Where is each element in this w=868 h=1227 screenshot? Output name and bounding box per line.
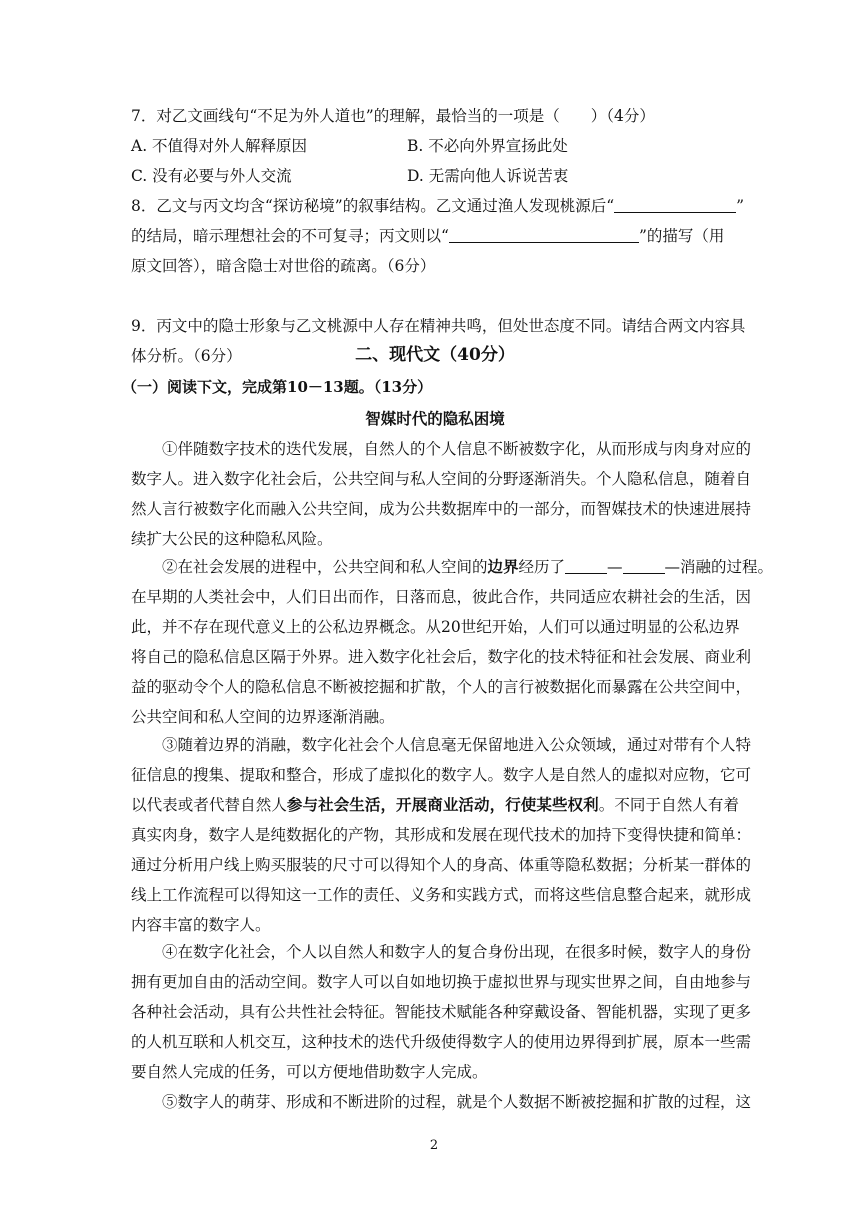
option-b: B. 不必向外界宣扬此处	[407, 137, 568, 155]
answer-blank-2[interactable]	[449, 224, 639, 243]
paragraph-3: ③随着边界的消融，数字化社会个人信息毫无保留地进入公众领域，通过对带有个人特 征信息的搜集、提取和整合，形成了虚拟化的数字人。数字人是自然人的虚拟对应物，它可 以代表或者代替自然人参与社会生活，开展商业活动，行使某些权利。不同于自然人有着 真实肉身，数字人是纯数据化的产物，其形成和发展在现代技术的加持下变得快捷和简单： 通过分析用户线上购买服装的尺寸可以得知个人的身高、体重等隐私数据；分析某一群体的 线上工作流程可以得知这一工作的责任、义务和实践方式，而将这些信息整合起来，就形成 内容丰富的数字人。	[131, 736, 752, 934]
question-7-options-row-1	[131, 131, 739, 161]
paragraph-4: ④在数字化社会，个人以自然人和数字人的复合身份出现，在很多时候，数字人的身份 拥有更加自由的活动空间。数字人可以自如地切换于虚拟世界与现实世界之间，自由地参与 各种社会活动，具有公共性社会特征。智能技术赋能各种穿戴设备、智能机器，实现了更多 的人机互联和人机交互，这种技术的迭代升级使得数字人的使用边界得到扩展，原本一些需 要自然人完成的任务，可以方便地借助数字人完成。	[131, 943, 752, 1081]
paragraph-2: ②在社会发展的进程中，公共空间和私人空间的边界经历了 — —消融的过程。 在早期的人类社会中，人们日出而作，日落而息，彼此合作，共同适应农耕社会的生活，因 此，并不存在现代意义上的公私边界概念。从20世纪开始，人们可以通过明显的公私边界 将自己的隐私信息区隔于外界。进入数字化社会后，数字化的技术特征和社会发展、商业利 益的驱动令个人的隐私信息不断被挖掘和扩散，个人的言行被数据化而暴露在公共空间中， 公共空间和私人空间的边界逐渐消融。	[131, 552, 739, 732]
option-c: C. 没有必要与外人交流	[131, 167, 292, 185]
question-8-line-1: 8．乙文与丙文均含“探访秘境”的叙事结构。乙文通过渔人发现桃源后“ ”	[131, 191, 739, 221]
option-d: D. 无需向他人诉说苦衷	[407, 167, 569, 185]
page-number: 2	[429, 1138, 439, 1153]
question-8-line-3: 原文回答），暗含隐士对世俗的疏离。（6分）	[131, 257, 436, 275]
section-subtitle: （一）阅读下文，完成第10－13题。（13分）	[122, 378, 433, 396]
paragraph-3-line-3: 以代表或者代替自然人参与社会生活，开展商业活动，行使某些权利。不同于自然人有着	[131, 795, 739, 814]
paragraph-5: ⑤数字人的萌芽、形成和不断进阶的过程，就是个人数据不断被挖掘和扩散的过程，这	[162, 1093, 752, 1111]
answer-blank-4[interactable]	[623, 555, 665, 574]
option-a: A. 不值得对外人解释原因	[131, 137, 308, 155]
paragraph-2-first-line: ②在社会发展的进程中，公共空间和私人空间的边界经历了 — —消融的过程。	[162, 557, 774, 576]
question-7-options-row-2	[131, 161, 739, 191]
answer-blank-1[interactable]	[614, 194, 736, 213]
paragraph-1: ①伴随数字技术的迭代发展，自然人的个人信息不断被数字化，从而形成与肉身对应的 数字人。进入数字化社会后，公共空间与私人空间的分野逐渐消失。个人隐私信息，随着自 然人言行被数字化而融入公共空间，成为公共数据库中的一部分，而智媒技术的快速进展持 续扩大公民的这种隐私风险。	[131, 440, 752, 548]
question-7-stem: 7．对乙文画线句“不足为外人道也”的理解，最恰当的一项是（ ）（4分）	[131, 107, 655, 125]
question-9-line-1: 9．丙文中的隐士形象与乙文桃源中人存在精神共鸣，但处世态度不同。请结合两文内容具	[131, 317, 746, 335]
article-title: 智媒时代的隐私困境	[365, 409, 505, 428]
section-title: 二、现代文（40分）	[355, 345, 515, 365]
question-9-line-2: 体分析。（6分）	[131, 347, 242, 365]
question-7	[131, 101, 739, 191]
answer-blank-3[interactable]	[565, 555, 607, 574]
question-8-line-2: 的结局，暗示理想社会的不可复寻；丙文则以“ ”的描写（用	[131, 221, 739, 251]
question-8	[131, 191, 745, 281]
